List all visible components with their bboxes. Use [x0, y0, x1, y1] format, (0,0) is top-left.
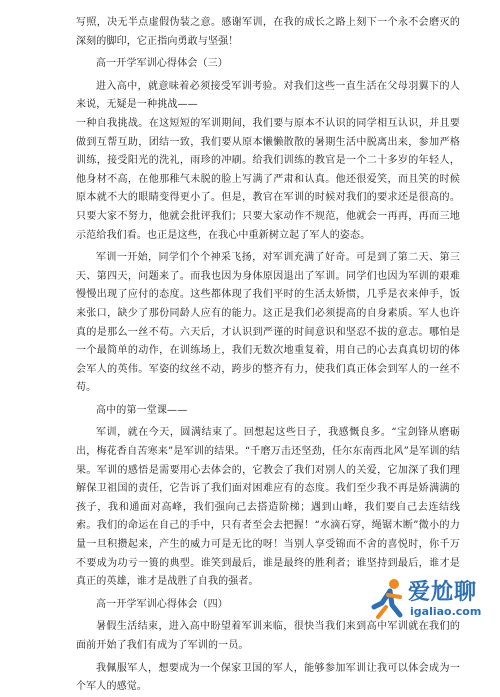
watermark-url: igaliao.com — [410, 605, 482, 618]
paragraph-4-opening: 暑假生活结束，进入高中盼望着军训来临，很快当我们来到高中军训就在我们的面前开始了我们有成为了军训的一员。 — [76, 621, 460, 651]
watermark-title: 爱尬聊 — [408, 580, 478, 605]
site-watermark-logo — [368, 575, 486, 625]
section-heading-3: 高一开学军训心得体会（三） — [96, 58, 228, 70]
running-figure-icon — [368, 577, 408, 621]
paragraph-intro-end: 写照，决无半点虚假伪装之意。感谢军训，在我的成长之路上刻下一个永不会磨灭的深刻的脚印，它正指向勇敢与坚强！ — [76, 17, 460, 47]
subheading-first-lesson: 高中的第一堂课—— — [96, 404, 188, 416]
paragraph-3-conclusion: 军训，就在今天，圆满结束了。回想起这些日子，我感慨良多。“宝剑锋从磨砺出，梅花香自苦寒来”是军训的结果。“千磨万击还坚劲，任尔东南西北风”是军训的结果。军训的感悟是需要用心去体会的，它教会了我们对别人的关爱，它加深了我们理解保卫祖国的责任，它告诉了我们面对困难应有的态度。我们至少我不再是娇满满的孩子，我和通面对高峰，我们强向己去搭造阶梯；遇到山峰，我们要自己去连结线索。我们的命运在自己的手中，只有者至会去把握！“水滴石穿，绳锯木断”微小的力量一旦积攒起来，产生的威力可是无比的呀！当别人享受锦而不舍的喜悦时，你千万不要成为功亏一篑的典型。谁笑到最后，谁是最终的胜利者；谁坚持到最后，谁才是真正的英雄，谁才是战胜了自我的强者。 — [76, 427, 460, 588]
paragraph-4-admiration: 我佩服军人，想要成为一个保家卫国的军人，能够参加军训让我可以体会成为一个军人的感觉。 — [76, 662, 460, 693]
paragraph-3-challenge: 一种自我挑战。在这短短的军训期间，我们要与原本不认识的同学相互认识，并且要做到互帮互助，团结一致，我们要从原本懒懒散散的暑期生活中脱离出来，参加严格训练，接受阳光的洗礼，雨珍的冲刷。给我们训练的教官是一个二十多岁的年轻人，他身材不高，在他那稚气未脱的脸上写满了严肃和认真。他还很爱笑，而且笑的时候原本就不大的眼睛变得更小了。但是，教官在军训的时候对我们的要求还是很高的。只要大家不努力，他就会批评我们；只要大家动作不规范，他就会一再再，再而三地示范给我们看。也正是这些，在我心中重新树立起了军人的姿态。 — [76, 117, 460, 241]
paragraph-3-opening: 进入高中，就意味着必须接受军训考验。对我们这些一直生活在父母羽翼下的人来说，无疑是一种挑战—— — [76, 80, 460, 111]
section-heading-4: 高一开学军训心得体会（四） — [96, 598, 228, 610]
paragraph-3-training: 军训一开始，同学们个个神采飞扬，对军训充满了好奇。可是到了第二天、第三天、第四天，问题来了。而我也因为身体原因退出了军训。同学们也因为军训的艰难慢慢出现了应付的态度。这些都体现了我们平时的生活太娇惯，几乎是衣来伸手，饭来张口，缺少了那份同龄人应有的能力。这正是我们必须提高的自身素质。军人也许真的是那么一丝不苟。六天后，才认识到严谨的时间意识和坚忍不拔的意志。哪怕是一个最简单的动作，在训练场上，我们无数次地重复着，用自己的心去真真切切的体会军人的英伟。军姿的纹丝不动，跨步的整齐有力，使我们真正体会到军人的一丝不苟。 — [76, 252, 460, 394]
